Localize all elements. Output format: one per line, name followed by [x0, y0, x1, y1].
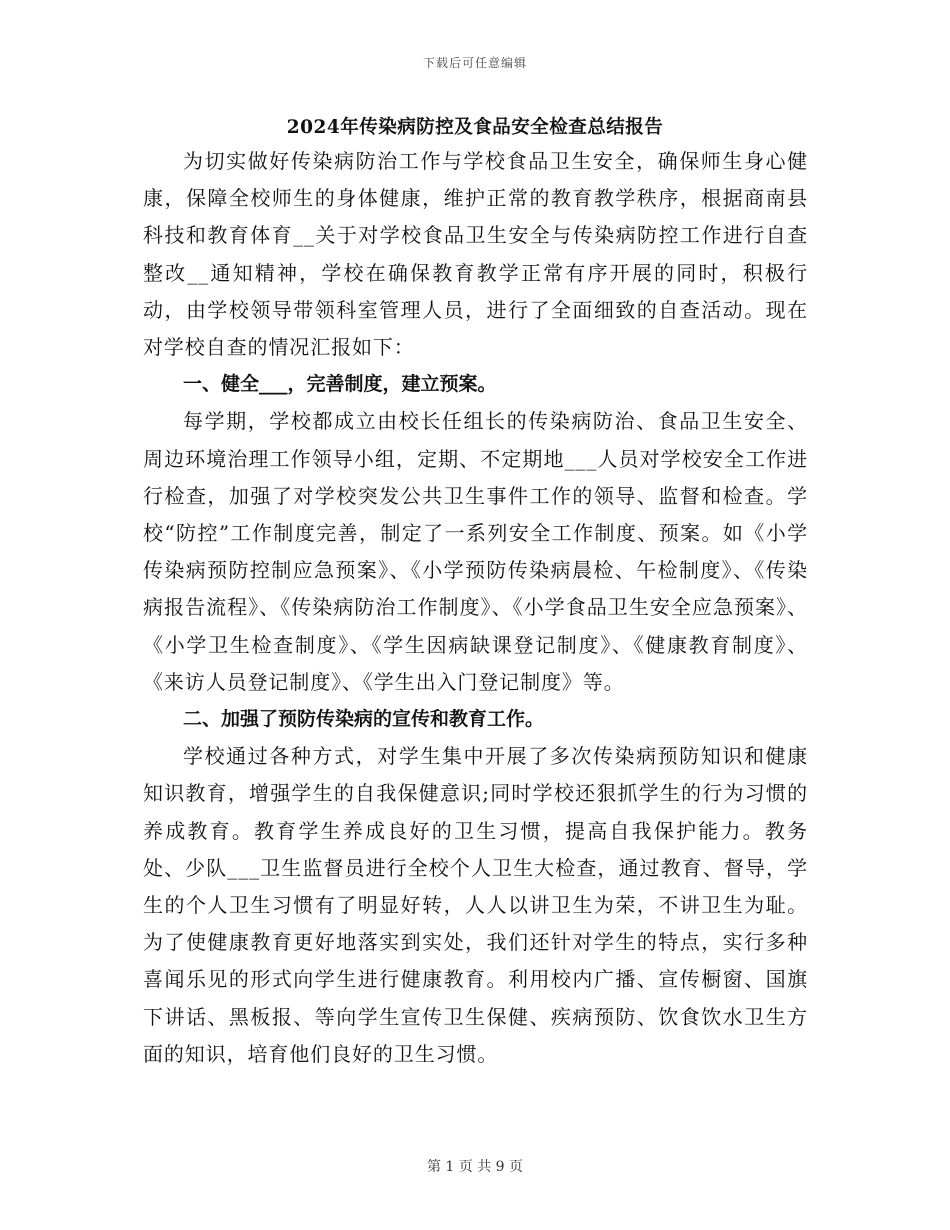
document-title: 2024年传染病防控及食品安全检查总结报告	[286, 117, 664, 138]
section-1-paragraph: 每学期，学校都成立由校长任组长的传染病防治、食品卫生安全、周边环境治理工作领导小组，定期、不定期地___人员对学校安全工作进行检查，加强了对学校突发公共卫生事件工作的领导、监督和检查。学校“防控”工作制度完善，制定了一系列安全工作制度、预案。如《小学传染病预防控制应急预案》、《小学预防传染病晨检、午检制度》、《传染病报告流程》、《传染病防治工作制度》、《小学食品卫生安全应急预案》、《小学卫生检查制度》、《学生因病缺课登记制度》、《健康教育制度》、《来访人员登记制度》、《学生出入门登记制度》等。	[143, 409, 808, 694]
section-2-paragraph: 学校通过各种方式，对学生集中开展了多次传染病预防知识和健康知识教育，增强学生的自我保健意识;同时学校还狠抓学生的行为习惯的养成教育。教育学生养成良好的卫生习惯，提高自我保护能力。教务处、少队___卫生监督员进行全校个人卫生大检查，通过教育、督导，学生的个人卫生习惯有了明显好转，人人以讲卫生为荣，不讲卫生为耻。为了使健康教育更好地落实到实处，我们还针对学生的特点，实行多种喜闻乐见的形式向学生进行健康教育。利用校内广播、宣传橱窗、国旗下讲话、黑板报、等向学生宣传卫生保健、疾病预防、饮食饮水卫生方面的知识，培育他们良好的卫生习惯。	[143, 744, 808, 1066]
document-body	[143, 143, 808, 1073]
page-number-footer: 第 1 页 共 9 页	[426, 1159, 524, 1175]
page-header-note: 下载后可任意编辑	[422, 56, 527, 70]
section-heading-2: 二、加强了预防传染病的宣传和教育工作。	[183, 708, 545, 731]
intro-paragraph: 为切实做好传染病防治工作与学校食品卫生安全，确保师生身心健康，保障全校师生的身体健康，维护正常的教育教学秩序，根据商南县科技和教育体育__关于对学校食品卫生安全与传染病防控工作进行自查整改__通知精神，学校在确保教育教学正常有序开展的同时，积极行动，由学校领导带领科室管理人员，进行了全面细致的自查活动。现在对学校自查的情况汇报如下：	[143, 149, 808, 360]
section-heading-1: 一、健全___，完善制度，建立预案。	[183, 373, 497, 396]
